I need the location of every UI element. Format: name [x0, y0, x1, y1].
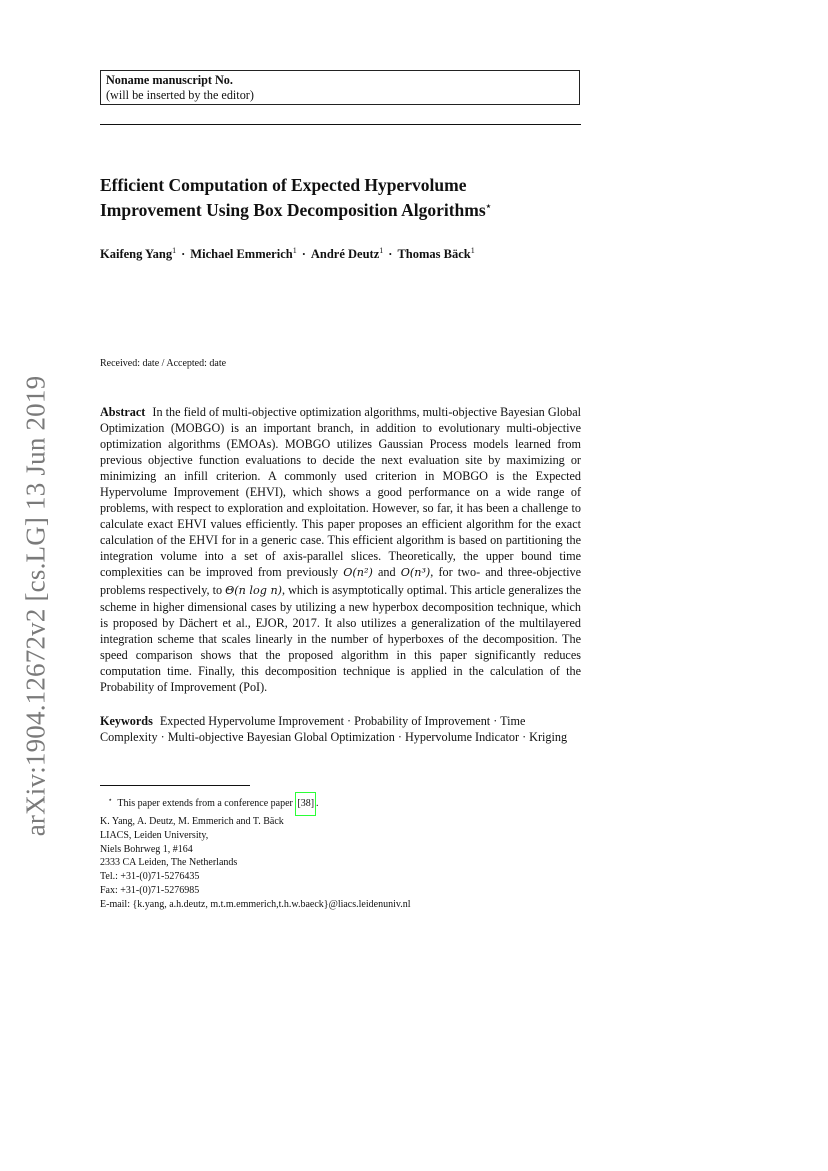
arxiv-stamp-text: arXiv:1904.12672v2 [cs.LG] 13 Jun 2019: [20, 375, 51, 837]
title-line-1: Efficient Computation of Expected Hypervolume: [100, 175, 467, 195]
author-separator: ·: [181, 247, 186, 261]
received-dates: Received: date / Accepted: date: [100, 358, 227, 369]
manuscript-number: Noname manuscript No.: [106, 73, 233, 87]
abstract-text: In the field of multi-objective optimization algorithms, multi-objective Bayesian Global Optimization (MOBGO) is an important branch, in addition to evolutionary multi-objective optimization algorithms (EMOAs). MOBGO utilizes Gaussian Process models learned from previous objective function evaluations to decide the next evaluation site by maximizing or minimizing an infill criterion. A commonly used criterion in MOBGO is the Expected Hypervolume Improvement (EHVI), which shows a good performance on a wide range of problems, with respect to exploration and exploitation. However, so far, it has been a challenge to calculate exact EHVI values efficiently. This paper proposes an efficient algorithm for the exact calculation of the EHVI for in a generic case. This efficient algorithm is based on partitioning the integration volume into a set of axis-parallel slices. Theoretically, the upper bound time complexities can be improved from previously: [100, 405, 581, 580]
abstract-text: and: [377, 565, 396, 580]
abstract-label: Abstract: [100, 405, 146, 419]
affiliation-line: LIACS, Leiden University,: [100, 829, 209, 841]
affiliation-line: Niels Bohrweg 1, #164: [100, 843, 193, 855]
editor-box: [100, 70, 580, 105]
author-name: Michael Emmerich: [190, 247, 293, 261]
author-affil-mark: 1: [379, 246, 384, 255]
affiliation-line: Fax: +31-(0)71-5276985: [100, 884, 200, 896]
title-line-2: Improvement Using Box Decomposition Algorithms: [100, 200, 486, 220]
author-name: Kaifeng Yang: [100, 247, 173, 261]
author-affil-mark: 1: [470, 246, 475, 255]
author-name: André Deutz: [310, 247, 380, 261]
keywords: [100, 713, 581, 745]
header-rule: [100, 124, 581, 125]
abstract-text: , which is asymptotically optimal. This article generalizes the scheme in higher dimensional cases by utilizing a new hyperbox decomposition technique, which is proposed by Dächert et al., EJOR, 2017. It also utilizes a generalization of the multilayered integration scheme that scales linearly in the number of hyperboxes of the decomposition. The speed comparison shows that the proposed algorithm in this paper significantly reduces computation time. Finally, this decomposition technique is applied in the calculation of the Probability of Improvement (PoI).: [100, 582, 581, 694]
math-complexity: Θ(n log n): [225, 583, 283, 597]
title-footnote-mark: ⋆: [485, 201, 492, 211]
author-affil-mark: 1: [292, 246, 297, 255]
editor-note: (will be inserted by the editor): [106, 88, 254, 102]
affiliation-line: K. Yang, A. Deutz, M. Emmerich and T. Bäck: [100, 816, 284, 827]
footnote-text: This paper extends from a conference paper: [117, 798, 293, 809]
author-affil-mark: 1: [172, 246, 177, 255]
footnote-end: .: [316, 798, 319, 809]
author-list: [100, 242, 580, 263]
affiliation-block: [100, 815, 410, 912]
citation-link[interactable]: [38]: [295, 792, 316, 816]
math-complexity: O(n²): [343, 566, 373, 580]
author-separator: ·: [301, 247, 306, 261]
footnote-mark: ⋆: [108, 795, 113, 804]
paper-title: [100, 175, 580, 221]
math-complexity: O(n³): [400, 566, 431, 580]
abstract: [100, 404, 581, 695]
affiliation-line: 2333 CA Leiden, The Netherlands: [100, 857, 238, 869]
author-separator: ·: [388, 247, 393, 261]
author-name: Thomas Bäck: [397, 247, 471, 261]
footnote-rule: [100, 785, 250, 786]
footnote: [108, 792, 319, 816]
affiliation-line: Tel.: +31-(0)71-5276435: [100, 871, 200, 883]
keywords-text: Expected Hypervolume Improvement · Probability of Improvement · Time Complexity · Multi-objective Bayesian Global Optimization · Hypervolume Indicator · Kriging: [100, 714, 568, 745]
abstract-text: , for two- and three-objective problems respectively, to: [100, 565, 582, 597]
email-line: E-mail: {k.yang, a.h.deutz, m.t.m.emmerich,t.h.w.baeck}@liacs.leidenuniv.nl: [100, 898, 411, 910]
keywords-label: Keywords: [100, 714, 153, 728]
